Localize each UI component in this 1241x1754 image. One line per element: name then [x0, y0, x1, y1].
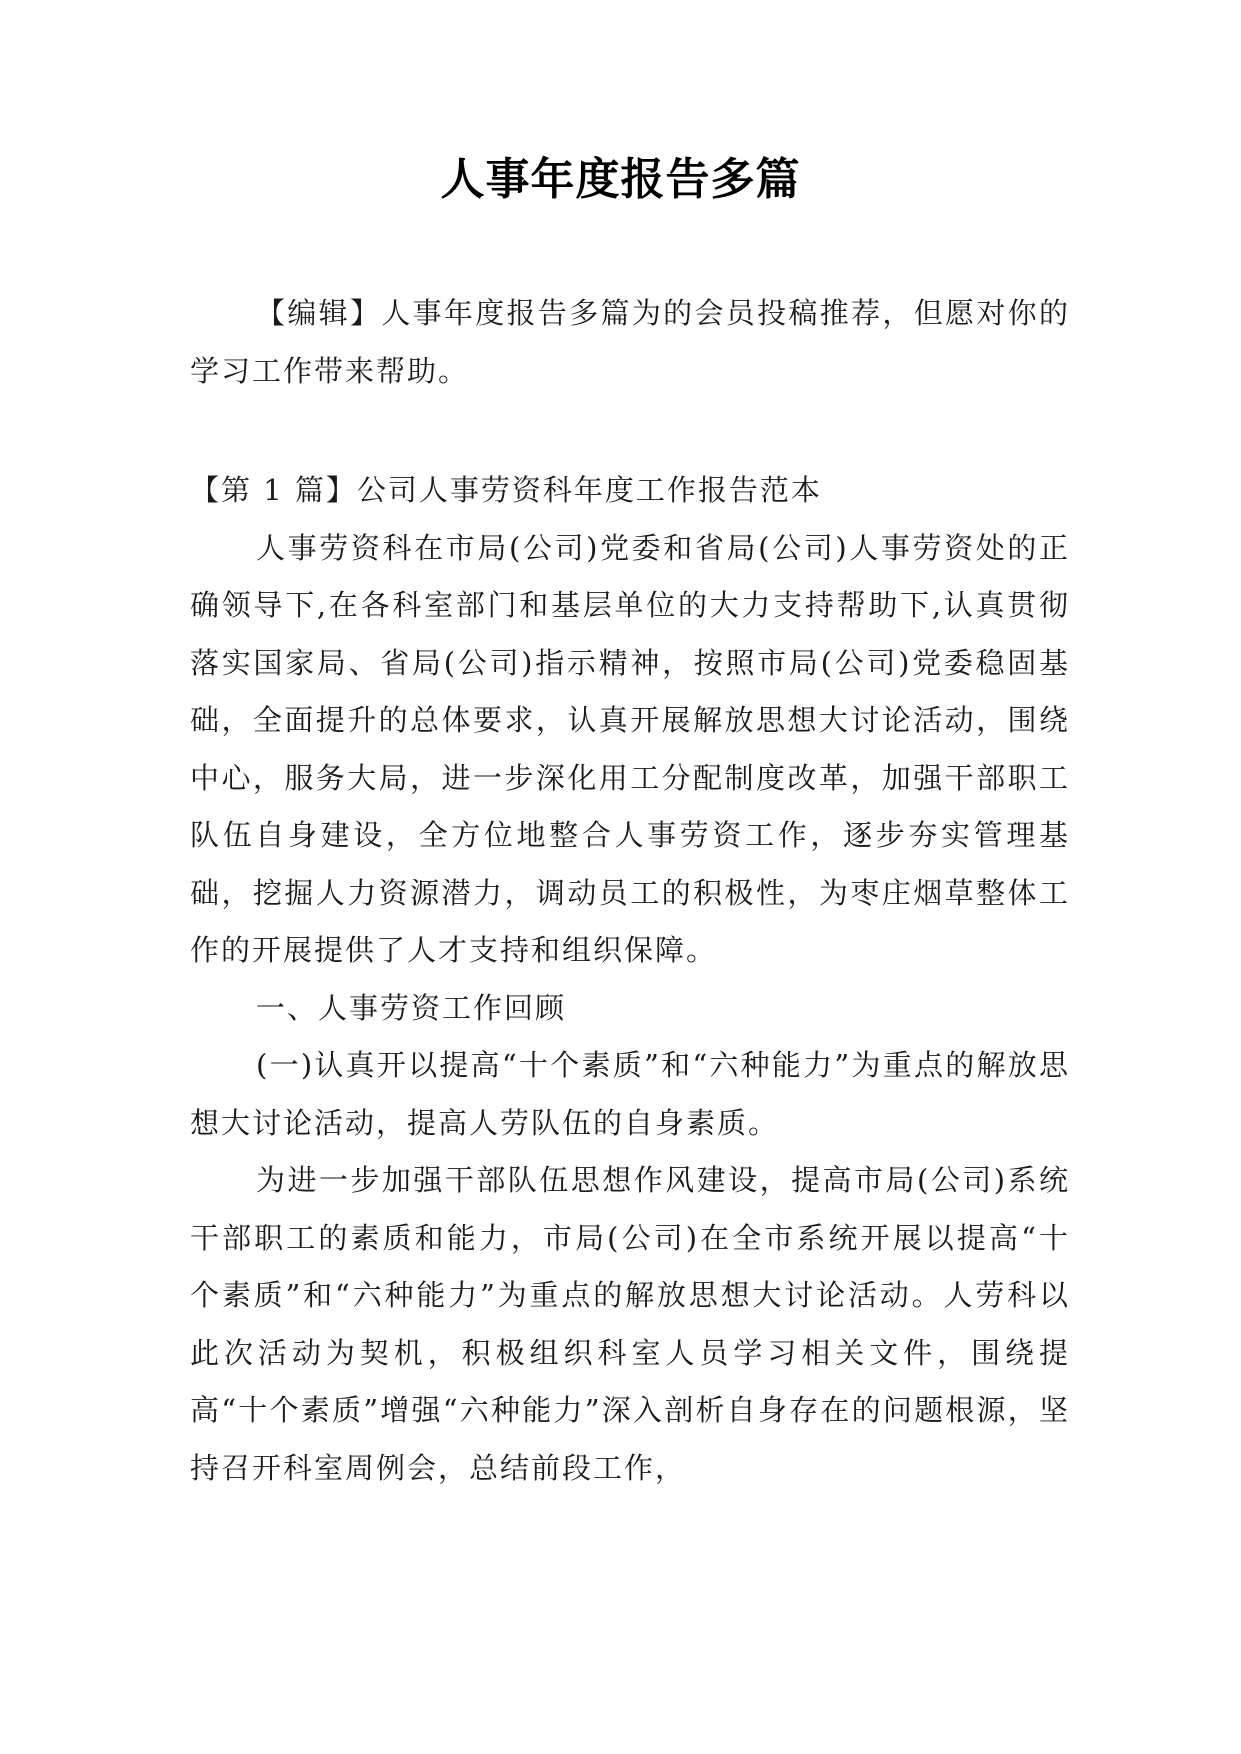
editor-note-block: [190, 285, 1070, 400]
subheading-item-1: (一)认真开以提高“十个素质”和“六种能力”为重点的解放思想大讨论活动，提高人劳队伍的自身素质。: [190, 1048, 1070, 1140]
section-heading: 【第 1 篇】公司人事劳资科年度工作报告范本: [190, 473, 822, 507]
paragraph-body: 为进一步加强干部队伍思想作风建设，提高市局(公司)系统干部职工的素质和能力，市局(公司)在全市系统开展以提高“十个素质”和“六种能力”为重点的解放思想大讨论活动。人劳科以此次活动为契机，积极组织科室人员学习相关文件，围绕提高“十个素质”增强“六种能力”深入剖析自身存在的问题根源，坚持召开科室周例会，总结前段工作，: [190, 1163, 1070, 1485]
section-1: [190, 462, 1070, 1497]
editor-note: 【编辑】人事年度报告多篇为的会员投稿推荐，但愿对你的学习工作带来帮助。: [190, 296, 1070, 388]
document-title: 人事年度报告多篇: [440, 154, 801, 205]
paragraph-intro: 人事劳资科在市局(公司)党委和省局(公司)人事劳资处的正确领导下,在各科室部门和基层单位的大力支持帮助下,认真贯彻落实国家局、省局(公司)指示精神，按照市局(公司)党委稳固基础，全面提升的总体要求，认真开展解放思想大讨论活动，围绕中心，服务大局，进一步深化用工分配制度改革，加强干部职工队伍自身建设，全方位地整合人事劳资工作，逐步夯实管理基础，挖掘人力资源潜力，调动员工的积极性，为枣庄烟草整体工作的开展提供了人才支持和组织保障。: [190, 530, 1070, 967]
subheading-review: 一、人事劳资工作回顾: [256, 990, 567, 1025]
